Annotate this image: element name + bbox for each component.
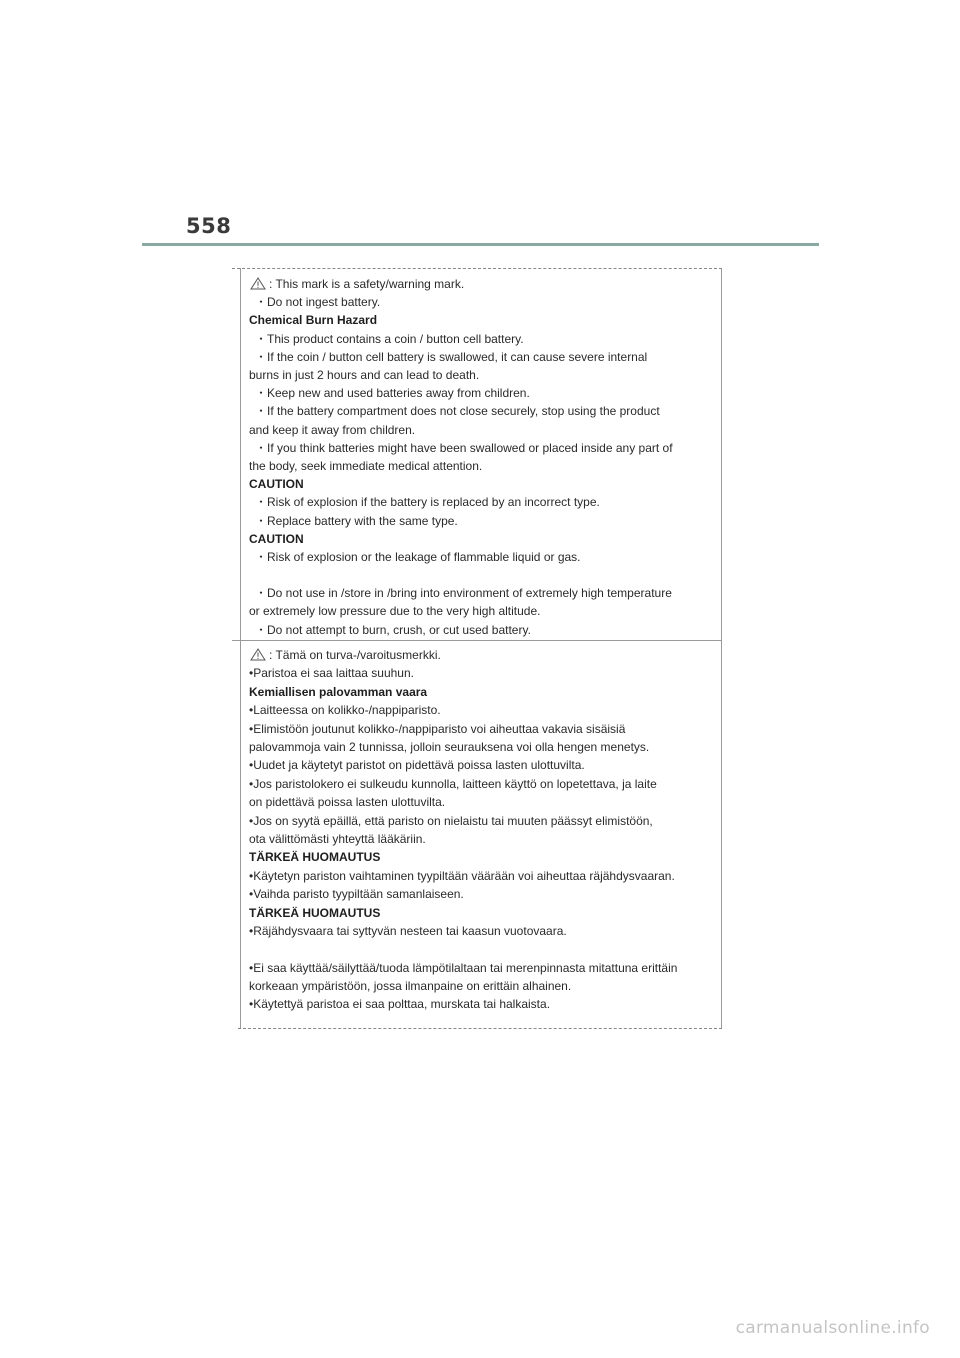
text-line: •Jos on syytä epäillä, että paristo on nielaistu tai muuten päässyt elimistöön,: [249, 813, 653, 828]
text-line: •Elimistöön joutunut kolikko-/nappiparisto voi aiheuttaa vakavia sisäisiä: [249, 721, 626, 736]
text-line: •Ei saa käyttää/säilyttää/tuoda lämpötilaltaan tai merenpinnasta mitattuna erittäin: [249, 960, 678, 975]
page-number: 558: [186, 214, 232, 238]
text-line: ・Replace battery with the same type.: [255, 513, 458, 528]
label-top-border: [232, 268, 722, 269]
warning-mark-line-fi: [249, 646, 719, 664]
text-line: •Käytetyn pariston vaihtaminen tyypiltään väärään voi aiheuttaa räjähdysvaaran.: [249, 868, 675, 883]
text-line: •Vaihda paristo tyypiltään samanlaiseen.: [249, 887, 464, 902]
text-line: ・Keep new and used batteries away from children.: [255, 386, 530, 401]
text-line: •Käytettyä paristoa ei saa polttaa, murskata tai halkaista.: [249, 997, 551, 1012]
heading-caution: CAUTION: [249, 477, 304, 492]
text-line: palovammoja vain 2 tunnissa, jolloin seurauksena voi olla hengen menetys.: [249, 740, 650, 755]
warning-mark-text-fi: : Tämä on turva-/varoitusmerkki.: [269, 648, 441, 662]
text-line: ・Do not use in /store in /bring into environment of extremely high temperature: [255, 586, 672, 601]
text-line: •Paristoa ei saa laittaa suuhun.: [249, 666, 414, 681]
text-line: •Uudet ja käytetyt paristot on pidettävä poissa lasten ulottuvilta.: [249, 758, 585, 773]
heading-important-notice: TÄRKEÄ HUOMAUTUS: [249, 850, 381, 865]
heading-chemical-burn-hazard: Chemical Burn Hazard: [249, 313, 378, 328]
footer-site-logo: carmanualsonline.info: [735, 1318, 930, 1338]
text-line: ・Risk of explosion or the leakage of flammable liquid or gas.: [255, 550, 581, 565]
text-line: ・If the battery compartment does not close securely, stop using the product: [255, 404, 660, 419]
finnish-warning-text: [249, 646, 719, 1014]
text-line: ・Do not ingest battery.: [255, 295, 381, 310]
text-line: burns in just 2 hours and can lead to death.: [249, 368, 480, 383]
label-language-divider: [232, 640, 722, 641]
text-line: ・If the coin / button cell battery is swallowed, it can cause severe internal: [255, 349, 648, 364]
text-line: •Jos paristolokero ei sulkeudu kunnolla, laitteen käyttö on lopetettava, ja laite: [249, 776, 657, 791]
text-line: ota välittömästi yhteyttä lääkäriin.: [249, 832, 426, 847]
heading-caution: CAUTION: [249, 531, 304, 546]
warning-triangle-icon: [250, 648, 266, 661]
heading-chemical-burn-hazard-fi: Kemiallisen palovamman vaara: [249, 684, 428, 699]
header-rule: [142, 243, 819, 246]
text-line: ・If you think batteries might have been swallowed or placed inside any part of: [255, 440, 673, 455]
text-line: ・Risk of explosion if the battery is replaced by an incorrect type.: [255, 495, 600, 510]
warning-mark-line-en: [249, 275, 719, 293]
text-line: ・Do not attempt to burn, crush, or cut used battery.: [255, 622, 531, 637]
label-bottom-border: [238, 1028, 722, 1029]
text-line: •Laitteessa on kolikko-/nappiparisto.: [249, 703, 441, 718]
warning-mark-text-en: : This mark is a safety/warning mark.: [269, 277, 465, 291]
heading-important-notice: TÄRKEÄ HUOMAUTUS: [249, 905, 381, 920]
text-line: korkeaan ympäristöön, jossa ilmanpaine on erittäin alhainen.: [249, 978, 572, 993]
text-line: and keep it away from children.: [249, 422, 416, 437]
text-line: on pidettävä poissa lasten ulottuvilta.: [249, 795, 446, 810]
text-line: •Räjähdysvaara tai syttyvän nesteen tai kaasun vuotovaara.: [249, 924, 567, 939]
warning-triangle-icon: [250, 277, 266, 290]
text-line: ・This product contains a coin / button cell battery.: [255, 331, 524, 346]
text-line: or extremely low pressure due to the very high altitude.: [249, 604, 541, 619]
text-line: the body, seek immediate medical attention.: [249, 459, 483, 474]
english-warning-text: [249, 275, 719, 639]
